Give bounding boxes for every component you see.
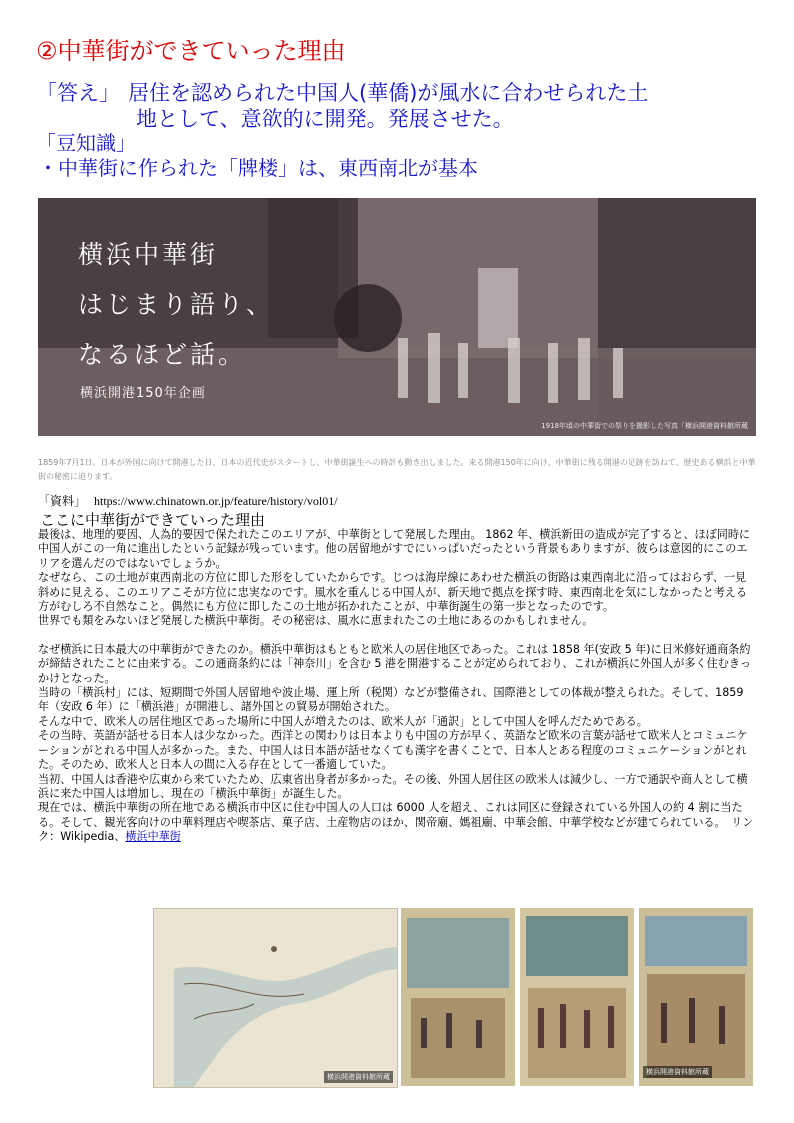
page-title: ②中華街ができていった理由	[36, 37, 346, 65]
paragraph: なぜなら、この土地が東西南北の方位に即した形をしていたからです。じつは海岸線にあわせた横浜の街路は東西南北に沿ってはおらず、一見斜めに見える、このエリアこそが方位に忠実なのです。風水を重んじる中国人が、新天地で拠点を探す時、東西南北を気にしなかったと考える方がむしろ不自然なこと。偶然にも方位に即したこの土地が拓かれたことが、中華街誕生の第一歩となったのです。	[38, 571, 748, 614]
article-body	[38, 528, 756, 845]
paragraph: その当時、英語が話せる日本人は少なかった。西洋との関わりは日本よりも中国の方が早く、英語など欧米の言葉が話せて欧米人とコミュニケーションがとれる中国人が多かった。また、中国人は日本語が話せなくても漢字を書くことで、日本人とある程度のコミュニケーションがとれた。そのため、欧米人と日本人の間に入る存在として一番適していた。	[38, 729, 748, 772]
paragraph-last: 現在では、横浜中華街の所在地である横浜市中区に住む中国人の人口は 6000 人を超え、これは同区に登録されている外国人の約 4 割に当たる。そして、観光客向けの中華料理店や喫茶店、菓子店、土産物店のほか、関帝廟、媽祖廟、中華会館、中華学校などが建てられている。 リンク：Wikipedia、横浜中華街	[38, 801, 754, 844]
answer-tag: 「答え」	[36, 81, 120, 105]
banner-subtitle: 横浜開港150年企画	[80, 386, 206, 401]
ukiyoe-credit: 横浜開港資料館所蔵	[643, 1066, 712, 1078]
paragraph: 世界でも類をみないほど発展した横浜中華街。その秘密は、風水に恵まれたこの土地にあるのかもしれません。	[38, 614, 594, 628]
answer-block	[36, 80, 766, 132]
paragraph: 当初、中国人は香港や広東から来ていたため、広東省出身者が多かった。その後、外国人居住区の欧米人は減少し、一方で通訳や商人として横浜に来た中国人は増加し、現在の「横浜中華街」が誕生した。	[38, 772, 748, 800]
banner-credit: 1918年頃の中華街での祭りを撮影した写真「横浜開港資料館所蔵	[541, 422, 748, 430]
banner-caption: 1859年7月1日。日本が外国に向けて開港した日、日本の近代史がスタートし、中華街誕生への時計も動き出しました。来る開港150年に向け、中華街に残る開港の足跡を訪ねて、歴史ある横浜と中華街の秘密に迫ります。	[38, 458, 756, 481]
paragraph: そんな中で、欧米人の居住地区であった場所に中国人が増えたのは、欧米人が「通訳」として中国人を呼んだためである。	[38, 714, 648, 728]
paragraph: なぜ横浜に日本最大の中華街ができたのか。横浜中華街はもともと欧米人の居住地区であった。これは 1858 年(安政 5 年)に日米修好通商条約が締結されたことに由来する。この通商条約には「神奈川」を含む 5 港を開港することが定められており、これが横浜に外国人が多く住むきっかけとなった。	[38, 642, 752, 685]
section-title: ここに中華街ができていった理由	[40, 511, 266, 529]
coastline-map-drawing	[154, 909, 397, 1087]
answer-line-2: 地として、意欲的に開発。発展させた。	[136, 107, 514, 131]
trivia-line: ・中華街に作られた「牌楼」は、東西南北が基本	[38, 156, 478, 180]
banner-heading: 横浜中華街 はじまり語り、 なるほど話。	[78, 240, 275, 369]
hero-banner-photo	[38, 198, 756, 436]
source-url: https://www.chinatown.or.jp/feature/history/vol01/	[94, 494, 338, 508]
wikipedia-link[interactable]: 横浜中華街	[125, 830, 181, 844]
ukiyoe-image-left	[401, 908, 515, 1086]
ukiyoe-image-right	[639, 908, 753, 1086]
paragraph: 当時の「横浜村」には、短期間で外国人居留地や波止場、運上所（税関）などが整備され、国際港としての体裁が整えられた。そして、1859 年（安政 6 年）に「横浜港」が開港し、諸外国との貿易が開始された。	[38, 686, 744, 714]
old-map-image	[153, 908, 398, 1088]
source-line	[38, 493, 338, 509]
map-credit: 横浜開港資料館所蔵	[324, 1071, 393, 1083]
paragraph: 最後は、地理的要因、人為的要因で保たれたこのエリアが、中華街として発展した理由。 1862 年、横浜新田の造成が完了すると、ほぼ同時に中国人がこの一角に進出したという記録が残っています。他の居留地がすでにいっぱいだったという背景もありますが、彼らは意図的にこのエリアを選んだのではないでしょうか。	[38, 528, 751, 570]
source-label: 「資料」	[38, 494, 87, 508]
trivia-tag: 「豆知識」	[36, 131, 136, 155]
answer-line-1: 居住を認められた中国人(華僑)が風水に合わせられた土	[128, 81, 649, 105]
ukiyoe-image-middle	[520, 908, 634, 1086]
